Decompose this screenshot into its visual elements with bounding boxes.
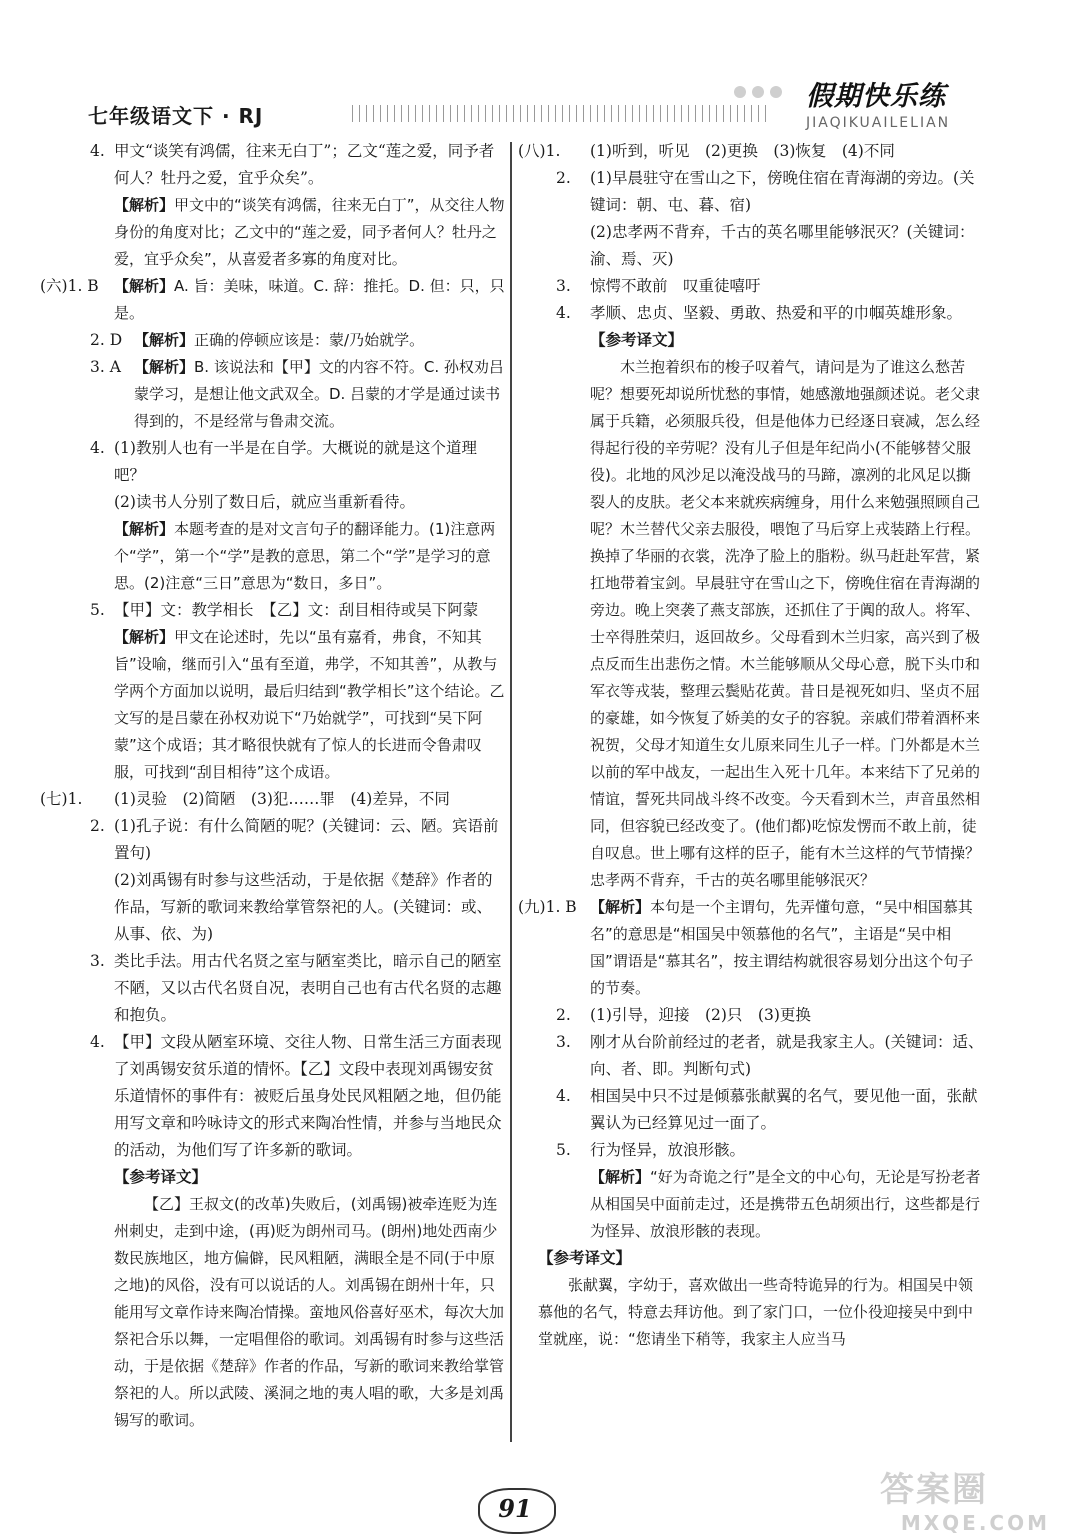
item-text: 相国吴中只不过是倾慕张献翼的名气，要见他一面，张献翼认为已经算见过一面了。	[590, 1087, 978, 1132]
answer-item	[40, 786, 506, 813]
item-number: 4.	[90, 1033, 105, 1051]
item-text: (1)引导，迎接 (2)只 (3)更换	[590, 1006, 811, 1024]
grade-subject-title: 七年级语文下 · RJ	[88, 104, 264, 128]
analysis-tag: 【解析】	[590, 1168, 651, 1186]
item-text: 正确的停顿应该是：蒙/乃始就学。	[194, 331, 425, 349]
item-subline: (2)读书人分别了数日后，就应当重新看待。	[114, 493, 415, 511]
answer-item	[518, 1002, 984, 1029]
analysis-block	[518, 1164, 984, 1245]
answer-item	[518, 1137, 984, 1164]
analysis-text: “好为奇诡之行”是全文的中心句，无论是写扮老者从相国吴中面前走过，还是携带五色胡须出行，这些都是行为怪异、放浪形骸的表现。	[590, 1168, 981, 1240]
item-number: (六)1. B	[40, 277, 99, 295]
brand-decoration-icon	[730, 82, 800, 102]
answer-item	[40, 435, 506, 489]
item-number: 4.	[90, 439, 105, 457]
analysis-text: 本题考查的是对文言句子的翻译能力。(1)注意两个“学”，第一个“学”是教的意思，第二个“学”是学习的意思。(2)注意“三日”意思为“数日，多日”。	[114, 520, 496, 592]
answer-item	[40, 597, 506, 624]
analysis-tag: 【解析】	[114, 277, 175, 295]
item-number: 2.	[90, 817, 105, 835]
item-number: 2.	[556, 1006, 571, 1024]
analysis-text: 甲文中的“谈笑有鸿儒，往来无白丁”，从交往人物身份的角度对比；乙文中的“莲之爱，同予者何人？牡丹之爱，宜乎众矣”，从喜爱者多寡的角度对比。	[114, 196, 505, 268]
item-text: 甲文“谈笑有鸿儒，往来无白丁”；乙文“莲之爱，同予者何人？牡丹之爱，宜乎众矣”。	[114, 142, 495, 187]
translation-text: 【乙】王叔文(的改革)失败后，(刘禹锡)被牵连贬为连州刺史，走到中途，(再)贬为朗州司马。(朗州)地处西南少数民族地区，地方偏僻，民风粗陋，满眼全是不同(于中原之地)的风俗，没有可以说话的人。刘禹锡在朗州十年，只能用写文章作诗来陶冶情操。蛮地风俗喜好巫术，每次大加祭祀合乐以舞，一定唱俚俗的歌词。刘禹锡有时参与这些活动，于是依据《楚辞》作者的作品，写新的歌词来教给掌管祭祀的人。所以武陵、溪洞之地的夷人唱的歌，大多是刘禹锡写的歌词。	[114, 1195, 505, 1429]
analysis-block	[40, 624, 506, 786]
answer-item	[40, 354, 506, 435]
item-text: (1)听到，听见 (2)更换 (3)恢复 (4)不同	[590, 142, 895, 160]
item-text: (1)孔子说：有什么简陋的呢？(关键词：云、陋。宾语前置句)	[114, 817, 499, 862]
analysis-block	[40, 192, 506, 273]
item-text: 【甲】文：教学相长 【乙】文：刮目相待或吴下阿蒙	[114, 601, 479, 619]
analysis-tag: 【解析】	[134, 358, 195, 376]
item-text: (1)早晨驻守在雪山之下，傍晚住宿在青海湖的旁边。(关键词：朝、屯、暮、宿)	[590, 169, 975, 214]
item-text: (1)灵验 (2)简陋 (3)犯……罪 (4)差异，不同	[114, 790, 450, 808]
answer-item	[518, 1029, 984, 1083]
answer-item	[40, 327, 506, 354]
item-text: 孝顺、忠贞、坚毅、勇敢、热爱和平的巾帼英雄形象。	[590, 304, 963, 322]
item-number: (七)1.	[40, 790, 83, 808]
item-number: 2. D	[90, 331, 123, 349]
watermark	[880, 1462, 1050, 1535]
answer-item	[518, 138, 984, 165]
item-number: (九)1. B	[518, 898, 577, 916]
item-text: 【甲】文段从陋室环境、交往人物、日常生活三方面表现了刘禹锡安贫乐道的情怀。【乙】文段中表现刘禹锡安贫乐道情怀的事件有：被贬后虽身处民风粗陋之地，但仍能用写文章和吟咏诗文的形式来陶冶性情，并参与当地民众的活动，为他们写了许多新的歌词。	[114, 1033, 502, 1159]
item-text: 行为怪异，放浪形骸。	[590, 1141, 746, 1159]
answer-item	[40, 1029, 506, 1164]
answer-item	[40, 273, 506, 327]
translation-heading: 【参考译文】	[114, 1168, 208, 1186]
translation-text: 木兰抱着织布的梭子叹着气，请问是为了谁这么愁苦呢？想要死却说所忧愁的事情，她感激地强颜述说。老父隶属于兵籍，必须服兵役，但是他体力已经逐日衰减，怎么经得起行役的辛劳呢？没有儿子但是年纪尚小(不能够替父服役)。北地的风沙足以淹没战马的马蹄，凛冽的北风足以撕裂人的皮肤。老父本来就疾病缠身，用什么来勉强照顾自己呢？木兰替代父亲去服役，喂饱了马后穿上戎装踏上行程。换掉了华丽的衣裳，洗净了脸上的脂粉。纵马赶赴军营，紧扛地带着宝剑。早晨驻守在雪山之下，傍晚住宿在青海湖的旁边。晚上突袭了燕支部族，还抓住了于阗的敌人。将军、士卒得胜荣归，返回故乡。父母看到木兰归家，高兴到了极点反而生出悲伤之情。木兰能够顺从父母心意，脱下头巾和军衣等戎装，整理云鬓贴花黄。昔日是视死如归、坚贞不屈的豪雄，如今恢复了娇美的女子的容貌。亲戚们带着酒杯来祝贺，父母才知道生女儿原来同生儿子一样。门外都是木兰以前的军中战友，一起出生入死十几年。本来结下了兄弟的情谊，誓死共同战斗终不改变。今天看到木兰，声音虽然相同，但容貌已经改变了。(他们都)吃惊发愣而不敢上前，徒自叹息。世上哪有这样的臣子，能有木兰这样的气节情操？忠孝两不背弃，千古的英名哪里能够泯灭？	[590, 358, 981, 889]
page-header	[0, 0, 1065, 140]
answer-item	[518, 300, 984, 327]
column-divider	[510, 142, 512, 1442]
item-number: 2.	[556, 169, 571, 187]
answer-item	[518, 1083, 984, 1137]
right-column	[518, 138, 984, 1353]
translation-heading: 【参考译文】	[590, 331, 684, 349]
brand-title: 假期快乐练	[806, 81, 946, 112]
answer-item	[40, 813, 506, 867]
answer-item	[518, 894, 984, 1002]
item-number: 5.	[90, 601, 105, 619]
item-subline: (2)忠孝两不背弃，千古的英名哪里能够泯灭？(关键词：渝、焉、灭)	[590, 223, 975, 268]
left-column	[40, 138, 506, 1434]
item-text: 类比手法。用古代名贤之室与陋室类比，暗示自己的陋室不陋，又以古代名贤自况，表明自己也有古代名贤的志趣和抱负。	[114, 952, 502, 1024]
item-number: 5.	[556, 1141, 571, 1159]
answer-item	[40, 948, 506, 1029]
item-number: 4.	[556, 1087, 571, 1105]
item-text: (1)教别人也有一半是在自学。大概说的就是这个道理吧？	[114, 439, 477, 484]
item-number: 4.	[556, 304, 571, 322]
item-number: 3. A	[90, 358, 121, 376]
item-text: 本句是一个主谓句，先弄懂句意，“吴中相国慕其名”的意思是“相国吴中领慕他的名气”，主语是“吴中相国”谓语是“慕其名”，按主谓结构就很容易划分出这个句子的节奏。	[590, 898, 974, 997]
analysis-tag: 【解析】	[114, 196, 175, 214]
analysis-text: 甲文在论述时，先以“虽有嘉肴，弗食，不知其旨”设喻，继而引入“虽有至道，弗学，不知其善”，从教与学两个方面加以说明，最后归结到“教学相长”这个结论。乙文写的是吕蒙在孙权劝说下“乃始就学”，可找到“吴下阿蒙”这个成语；其才略很快就有了惊人的长进而令鲁肃叹服，可找到“刮目相待”这个成语。	[114, 628, 505, 781]
item-subline: (2)刘禹锡有时参与这些活动，于是依据《楚辞》作者的作品，写新的歌词来教给掌管祭祀的人。(关键词：或、从事、依、为)	[114, 871, 493, 943]
item-text: 刚才从台阶前经过的老者，就是我家主人。(关键词：适、向、者、即。判断句式)	[590, 1033, 984, 1078]
analysis-tag: 【解析】	[114, 520, 175, 538]
watermark-logo-text: 答案圈	[880, 1470, 988, 1510]
item-number: 4.	[90, 142, 105, 160]
translation-heading: 【参考译文】	[538, 1249, 632, 1267]
item-text: A. 旨：美味，味道。C. 辞：推托。D. 但：只，只是。	[114, 277, 505, 322]
item-number: 3.	[556, 277, 571, 295]
analysis-tag: 【解析】	[590, 898, 651, 916]
answer-item	[40, 138, 506, 192]
header-rule	[352, 105, 772, 122]
answer-item	[518, 165, 984, 219]
page-number: 91	[498, 1494, 532, 1523]
analysis-tag: 【解析】	[114, 628, 175, 646]
item-number: 3.	[90, 952, 105, 970]
analysis-block	[40, 516, 506, 597]
analysis-tag: 【解析】	[134, 331, 195, 349]
item-text: 惊愕不敢前 叹重徒嘻吁	[590, 277, 761, 295]
answer-item	[518, 273, 984, 300]
translation-text: 张献翼，字幼于，喜欢做出一些奇特诡异的行为。相国吴中领慕他的名气，特意去拜访他。到了家门口，一位仆役迎接吴中到中堂就座，说：“您请坐下稍等，我家主人应当马	[538, 1276, 974, 1348]
item-text: B. 该说法和【甲】文的内容不符。C. 孙权劝吕蒙学习，是想让他文武双全。D. 吕蒙的才学是通过读书得到的，不是经常与鲁肃交流。	[134, 358, 504, 430]
item-number: 3.	[556, 1033, 571, 1051]
watermark-url: MXQE.COM	[900, 1511, 1050, 1535]
brand-logo	[806, 74, 986, 138]
brand-subtitle: JIAQIKUAILELIAN	[806, 115, 951, 131]
item-number: (八)1.	[518, 142, 561, 160]
